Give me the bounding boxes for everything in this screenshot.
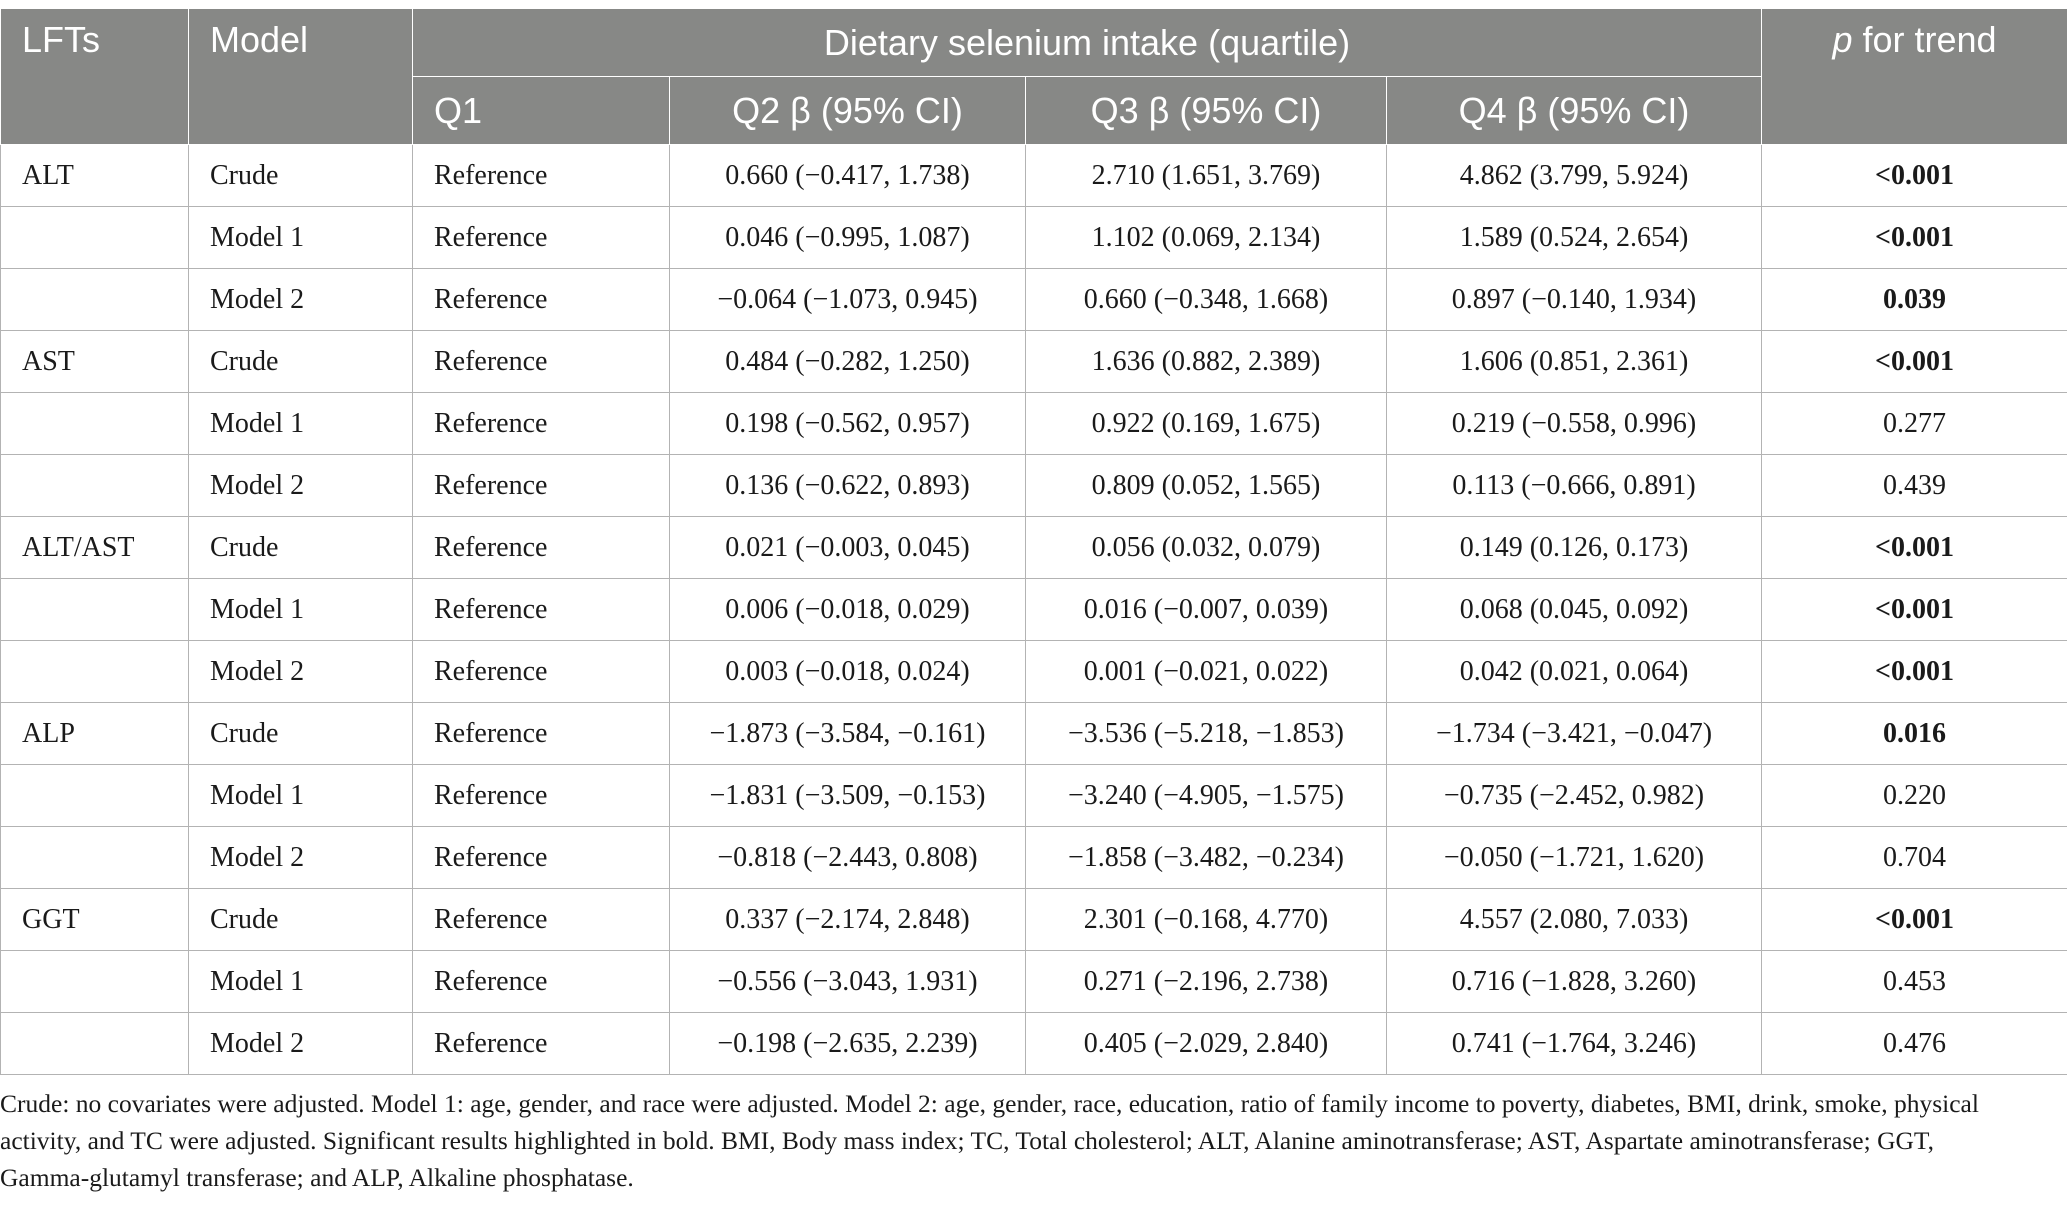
cell-q4: 4.862 (3.799, 5.924) bbox=[1387, 145, 1762, 207]
cell-q3: 1.636 (0.882, 2.389) bbox=[1026, 331, 1387, 393]
table-row bbox=[1, 393, 2067, 455]
cell-model: Model 1 bbox=[189, 765, 413, 827]
cell-p-for-trend: <0.001 bbox=[1762, 331, 2067, 393]
table-row bbox=[1, 827, 2067, 889]
cell-model: Model 2 bbox=[189, 641, 413, 703]
cell-q4: 0.219 (−0.558, 0.996) bbox=[1387, 393, 1762, 455]
table-row bbox=[1, 331, 2067, 393]
header-lfts: LFTs bbox=[1, 9, 189, 145]
cell-q2: −1.831 (−3.509, −0.153) bbox=[670, 765, 1026, 827]
header-q4: Q4 β (95% CI) bbox=[1387, 77, 1762, 145]
cell-q3: 0.922 (0.169, 1.675) bbox=[1026, 393, 1387, 455]
table-header bbox=[1, 9, 2067, 145]
table-row bbox=[1, 207, 2067, 269]
cell-q2: −0.818 (−2.443, 0.808) bbox=[670, 827, 1026, 889]
cell-q4: 0.897 (−0.140, 1.934) bbox=[1387, 269, 1762, 331]
cell-model: Model 2 bbox=[189, 1013, 413, 1075]
cell-q2: −1.873 (−3.584, −0.161) bbox=[670, 703, 1026, 765]
cell-lft: AST bbox=[1, 331, 189, 393]
cell-q4: 4.557 (2.080, 7.033) bbox=[1387, 889, 1762, 951]
cell-q4: 1.589 (0.524, 2.654) bbox=[1387, 207, 1762, 269]
cell-q3: 0.405 (−2.029, 2.840) bbox=[1026, 1013, 1387, 1075]
cell-q2: 0.198 (−0.562, 0.957) bbox=[670, 393, 1026, 455]
cell-q4: 0.716 (−1.828, 3.260) bbox=[1387, 951, 1762, 1013]
cell-q1: Reference bbox=[413, 331, 670, 393]
cell-q1: Reference bbox=[413, 517, 670, 579]
cell-p-for-trend: <0.001 bbox=[1762, 579, 2067, 641]
cell-lft bbox=[1, 1013, 189, 1075]
footnote-line: Crude: no covariates were adjusted. Model 1: age, gender, and race were adjusted. Model 2: age, gender, race, education, ratio of family income to poverty, diabetes, BMI, drink, smoke, physical bbox=[0, 1089, 1979, 1118]
cell-p-for-trend: 0.039 bbox=[1762, 269, 2067, 331]
cell-model: Model 1 bbox=[189, 951, 413, 1013]
table-row bbox=[1, 517, 2067, 579]
cell-q1: Reference bbox=[413, 207, 670, 269]
cell-lft: ALT bbox=[1, 145, 189, 207]
cell-lft bbox=[1, 641, 189, 703]
footnote-line: activity, and TC were adjusted. Significant results highlighted in bold. BMI, Body mass index; TC, Total cholesterol; ALT, Alanine aminotransferase; AST, Aspartate aminotransferase; GGT, bbox=[0, 1126, 1934, 1155]
table-row bbox=[1, 269, 2067, 331]
cell-lft: ALT/AST bbox=[1, 517, 189, 579]
footnote-line: Gamma-glutamyl transferase; and ALP, Alkaline phosphatase. bbox=[0, 1163, 634, 1192]
table-row bbox=[1, 951, 2067, 1013]
cell-q3: −3.240 (−4.905, −1.575) bbox=[1026, 765, 1387, 827]
table-row bbox=[1, 703, 2067, 765]
header-p-for-trend bbox=[1762, 9, 2067, 145]
cell-q3: −1.858 (−3.482, −0.234) bbox=[1026, 827, 1387, 889]
cell-model: Model 1 bbox=[189, 579, 413, 641]
cell-q2: 0.484 (−0.282, 1.250) bbox=[670, 331, 1026, 393]
cell-model: Model 2 bbox=[189, 455, 413, 517]
cell-q2: 0.136 (−0.622, 0.893) bbox=[670, 455, 1026, 517]
cell-q1: Reference bbox=[413, 145, 670, 207]
cell-q4: −1.734 (−3.421, −0.047) bbox=[1387, 703, 1762, 765]
table-row bbox=[1, 579, 2067, 641]
cell-q2: 0.046 (−0.995, 1.087) bbox=[670, 207, 1026, 269]
header-q3: Q3 β (95% CI) bbox=[1026, 77, 1387, 145]
cell-q3: 0.056 (0.032, 0.079) bbox=[1026, 517, 1387, 579]
cell-q2: 0.021 (−0.003, 0.045) bbox=[670, 517, 1026, 579]
cell-q3: 0.271 (−2.196, 2.738) bbox=[1026, 951, 1387, 1013]
cell-q1: Reference bbox=[413, 889, 670, 951]
cell-q1: Reference bbox=[413, 951, 670, 1013]
cell-lft bbox=[1, 579, 189, 641]
cell-p-for-trend: 0.220 bbox=[1762, 765, 2067, 827]
cell-q4: 0.113 (−0.666, 0.891) bbox=[1387, 455, 1762, 517]
cell-p-for-trend: 0.704 bbox=[1762, 827, 2067, 889]
header-trend-text: for trend bbox=[1852, 19, 1997, 60]
cell-q2: 0.006 (−0.018, 0.029) bbox=[670, 579, 1026, 641]
cell-q2: −0.556 (−3.043, 1.931) bbox=[670, 951, 1026, 1013]
cell-model: Crude bbox=[189, 145, 413, 207]
cell-q2: −0.064 (−1.073, 0.945) bbox=[670, 269, 1026, 331]
cell-q1: Reference bbox=[413, 765, 670, 827]
cell-p-for-trend: <0.001 bbox=[1762, 517, 2067, 579]
table-row bbox=[1, 1013, 2067, 1075]
cell-q1: Reference bbox=[413, 269, 670, 331]
cell-lft: GGT bbox=[1, 889, 189, 951]
cell-q2: 0.003 (−0.018, 0.024) bbox=[670, 641, 1026, 703]
cell-q3: 0.016 (−0.007, 0.039) bbox=[1026, 579, 1387, 641]
cell-q4: 0.042 (0.021, 0.064) bbox=[1387, 641, 1762, 703]
cell-q3: 0.660 (−0.348, 1.668) bbox=[1026, 269, 1387, 331]
results-table bbox=[0, 8, 2067, 1075]
cell-q2: −0.198 (−2.635, 2.239) bbox=[670, 1013, 1026, 1075]
cell-q4: −0.050 (−1.721, 1.620) bbox=[1387, 827, 1762, 889]
cell-p-for-trend: 0.439 bbox=[1762, 455, 2067, 517]
table-row bbox=[1, 765, 2067, 827]
cell-q4: 1.606 (0.851, 2.361) bbox=[1387, 331, 1762, 393]
cell-p-for-trend: 0.476 bbox=[1762, 1013, 2067, 1075]
cell-model: Crude bbox=[189, 331, 413, 393]
cell-q1: Reference bbox=[413, 579, 670, 641]
cell-q4: −0.735 (−2.452, 0.982) bbox=[1387, 765, 1762, 827]
table-row bbox=[1, 145, 2067, 207]
table-row bbox=[1, 455, 2067, 517]
cell-q3: 1.102 (0.069, 2.134) bbox=[1026, 207, 1387, 269]
cell-lft bbox=[1, 455, 189, 517]
cell-lft bbox=[1, 827, 189, 889]
cell-lft bbox=[1, 765, 189, 827]
cell-lft: ALP bbox=[1, 703, 189, 765]
cell-model: Crude bbox=[189, 517, 413, 579]
cell-p-for-trend: <0.001 bbox=[1762, 145, 2067, 207]
cell-q3: 0.809 (0.052, 1.565) bbox=[1026, 455, 1387, 517]
cell-p-for-trend: 0.016 bbox=[1762, 703, 2067, 765]
cell-q1: Reference bbox=[413, 1013, 670, 1075]
cell-model: Crude bbox=[189, 889, 413, 951]
cell-q3: −3.536 (−5.218, −1.853) bbox=[1026, 703, 1387, 765]
cell-q1: Reference bbox=[413, 393, 670, 455]
header-p-letter: p bbox=[1832, 19, 1853, 60]
table-row bbox=[1, 641, 2067, 703]
header-selenium-quartile: Dietary selenium intake (quartile) bbox=[413, 9, 1762, 77]
header-row-1 bbox=[1, 9, 2067, 77]
header-q1: Q1 bbox=[413, 77, 670, 145]
cell-lft bbox=[1, 393, 189, 455]
cell-q2: 0.660 (−0.417, 1.738) bbox=[670, 145, 1026, 207]
cell-q1: Reference bbox=[413, 455, 670, 517]
cell-lft bbox=[1, 207, 189, 269]
cell-p-for-trend: <0.001 bbox=[1762, 207, 2067, 269]
cell-model: Model 2 bbox=[189, 269, 413, 331]
cell-q1: Reference bbox=[413, 703, 670, 765]
cell-p-for-trend: <0.001 bbox=[1762, 641, 2067, 703]
cell-lft bbox=[1, 951, 189, 1013]
table-row bbox=[1, 889, 2067, 951]
cell-p-for-trend: 0.453 bbox=[1762, 951, 2067, 1013]
cell-q2: 0.337 (−2.174, 2.848) bbox=[670, 889, 1026, 951]
cell-q4: 0.149 (0.126, 0.173) bbox=[1387, 517, 1762, 579]
table-body bbox=[1, 145, 2067, 1075]
cell-q3: 2.301 (−0.168, 4.770) bbox=[1026, 889, 1387, 951]
cell-p-for-trend: 0.277 bbox=[1762, 393, 2067, 455]
cell-q1: Reference bbox=[413, 641, 670, 703]
cell-model: Model 1 bbox=[189, 393, 413, 455]
table-footnote bbox=[0, 1085, 2060, 1196]
cell-q1: Reference bbox=[413, 827, 670, 889]
cell-q4: 0.741 (−1.764, 3.246) bbox=[1387, 1013, 1762, 1075]
cell-model: Model 1 bbox=[189, 207, 413, 269]
header-model: Model bbox=[189, 9, 413, 145]
cell-q4: 0.068 (0.045, 0.092) bbox=[1387, 579, 1762, 641]
cell-p-for-trend: <0.001 bbox=[1762, 889, 2067, 951]
header-q2: Q2 β (95% CI) bbox=[670, 77, 1026, 145]
cell-q3: 0.001 (−0.021, 0.022) bbox=[1026, 641, 1387, 703]
cell-q3: 2.710 (1.651, 3.769) bbox=[1026, 145, 1387, 207]
cell-model: Crude bbox=[189, 703, 413, 765]
cell-model: Model 2 bbox=[189, 827, 413, 889]
cell-lft bbox=[1, 269, 189, 331]
